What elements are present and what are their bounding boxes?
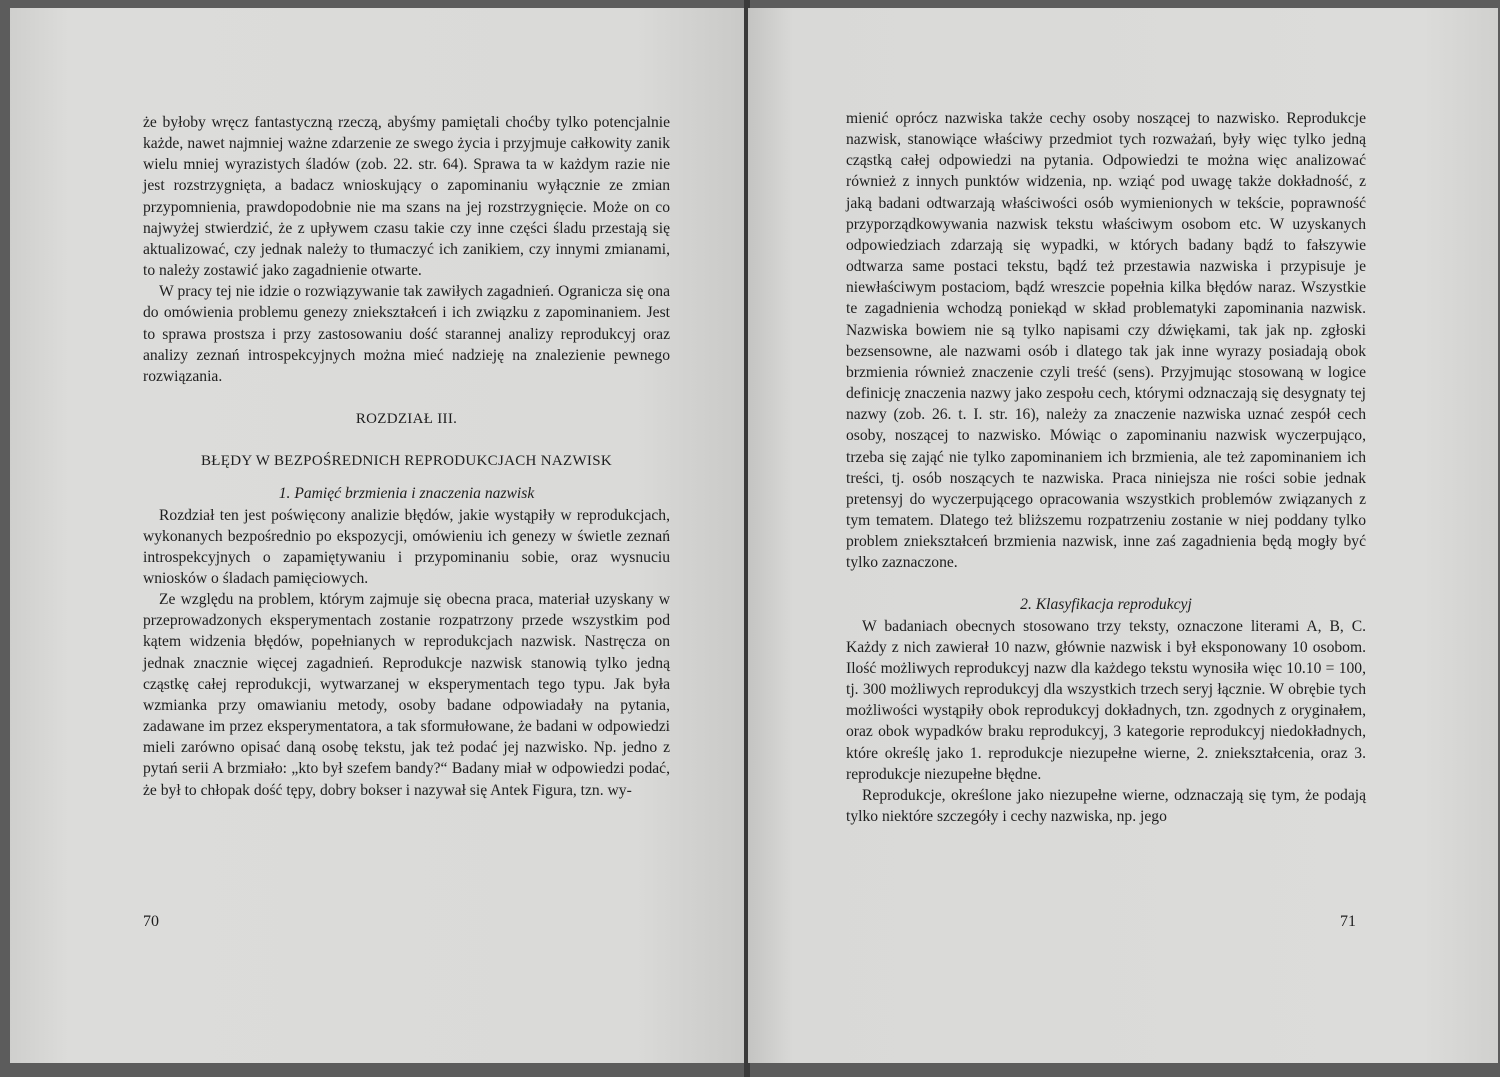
paragraph: Rozdział ten jest poświęcony analizie błędów, jakie wystąpiły w reprodukcjach, wykonanych bezpośrednio po ekspozycji, omówieniu ich genezy w świetle zeznań introspekcyjnych o zapamiętywaniu i przypominaniu sobie, oraz wysnuciu wniosków o śladach pamięciowych. (143, 506, 670, 587)
section-title: 2. Klasyfikacja reprodukcyj (1020, 596, 1192, 614)
chapter-number: ROZDZIAŁ III. (355, 411, 458, 428)
paragraph: że byłoby wręcz fantastyczną rzeczą, abyśmy pamiętali choćby tylko potencjalnie każde, nawet najmniej ważne zdarzenie ze swego życia i przyjmuje całkowity zanik wielu mniej wyrazistych śladów (zob. 22. str. 64). Sprawa ta w każdym razie nie jest rozstrzygnięta, a badacz wnioskujący o zapominaniu wyłącznie ze zmian przypomnienia, prawdopodobnie nie ma szans na jej rozstrzygnięcie. Może on co najwyżej stwierdzić, że z upływem czasu takie czy inne części śladu przestają się aktualizować, czy jednak należy to tłumaczyć ich zanikiem, czy innymi zmianami, to należy zostawić jako zagadnienie otwarte. (143, 114, 670, 280)
paragraph: mienić oprócz nazwiska także cechy osoby noszącej to nazwisko. Reprodukcje nazwisk, stanowiące właściwy przedmiot tych rozważań, były więc tylko jedną cząstką całej odpowiedzi na pytania. Odpowiedzi te można więc analizować również z innych punktów widzenia, np. wziąć pod uwagę także dokładność, z jaką badani odtwarzają właściwości osób wymienionych w tekście, poprawność przyporządkowywania nazwisk tekstu właściwym osobom etc. W uzyskanych odpowiedziach zdarzają się wypadki, w których badany bądź to fałszywie odtwarza same postaci tekstu, bądź też przestawia nazwiska i przypisuje je niewłaściwym postaciom, bądź wreszcie popełnia kilka błędów naraz. Wszystkie te zagadnienia wchodzą poniekąd w skład problematyki zapominania nazwisk. Nazwiska bowiem nie są tylko napisami czy dźwiękami, tak jak np. zgłoski bezsensowne, ale nazwami osób i dlatego tak jak inne wyrazy posiadają obok brzmienia również znaczenie czyli treść (sens). Przyjmując stosowaną w logice definicję znaczenia nazwy jako zespołu cech, którymi odznaczają się desygnaty tej nazwy (zob. 26. t. I. str. 16), należy za znaczenie nazwiska uznać zespół cech osoby, noszącej to nazwisko. Mówiąc o zapominaniu nazwisk wyczerpująco, trzeba się zająć nie tylko zapominaniem ich brzmienia, ale też zapominaniem ich treści, tj. osób noszących te nazwiska. Praca niniejsza nie rości sobie jednak pretensyj do wyczerpującego opracowania wszystkich problemów związanych z tym tematem. Dlatego też bliższemu rozpatrzeniu zostanie w niej poddany tylko problem zniekształceń brzmienia nazwisk, inne zaś zagadnienia będą mogły być tylko zaznaczone. (846, 110, 1366, 572)
page-number: 70 (143, 913, 159, 930)
paragraph: Reprodukcje, określone jako niezupełne wierne, odznaczają się tym, że podają tylko niektóre szczegóły i cechy nazwiska, np. jego (846, 786, 1366, 825)
section-title: 1. Pamięć brzmienia i znaczenia nazwisk (278, 485, 535, 503)
page-number: 71 (1340, 913, 1356, 930)
paragraph: Ze względu na problem, którym zajmuje się obecna praca, materiał uzyskany w przeprowadzonych eksperymentach zostanie rozpatrzony przede wszystkim pod kątem widzenia błędów, popełnianych w reprodukcjach nazwisk. Nastręcza on jednak znacznie więcej zagadnień. Reprodukcje nazwisk stanowią tylko jedną cząstkę całej reprodukcji, wytwarzanej w eksperymentach tego typu. Jak była wzmianka przy omawianiu metody, osoby badane odpowiadały na pytania, zadawane im przez eksperymentatora, a tak sformułowane, że badani w odpowiedzi mieli zarówno opisać daną osobę tekstu, jak też podać jej nazwisko. Np. jedno z pytań serii A brzmiało: „kto był szefem bandy?“ Badany miał w odpowiedzi podać, że był to chłopak dość tępy, dobry bokser i nazywał się Antek Figura, tzn. wy- (143, 591, 670, 799)
left-text-block (143, 112, 670, 801)
paragraph: W pracy tej nie idzie o rozwiązywanie tak zawiłych zagadnień. Ogranicza się ona do omówienia problemu genezy zniekształceń i ich związku z zapominaniem. Jest to sprawa prostsza i przy zastosowaniu dość starannej analizy reprodukcyj oraz analizy zeznań introspekcyjnych można mieć nadzieję na znalezienie pewnego rozwiązania. (143, 283, 670, 385)
chapter-title: BŁĘDY W BEZPOŚREDNICH REPRODUKCJACH NAZWISK (201, 453, 612, 470)
right-text-block (846, 108, 1366, 827)
paragraph: W badaniach obecnych stosowano trzy teksty, oznaczone literami A, B, C. Każdy z nich zawierał 10 nazw, głównie nazwisk i był eksponowany 10 osobom. Ilość możliwych reprodukcyj nazw dla każdego tekstu wynosiła więc 10.10 = 100, tj. 300 możliwych reprodukcyj dla wszystkich trzech seryj łącznie. W obrębie tych możliwości wystąpiły obok reprodukcyj dokładnych, tzn. zgodnych z oryginałem, oraz obok wypadków braku reprodukcyj, 3 kategorie reprodukcyj niedokładnych, które określę jako 1. reprodukcje niezupełne wierne, 2. zniekształcenia, oraz 3. reprodukcje niezupełne błędne. (846, 617, 1366, 783)
right-page (748, 8, 1498, 1063)
left-page (10, 8, 746, 1063)
